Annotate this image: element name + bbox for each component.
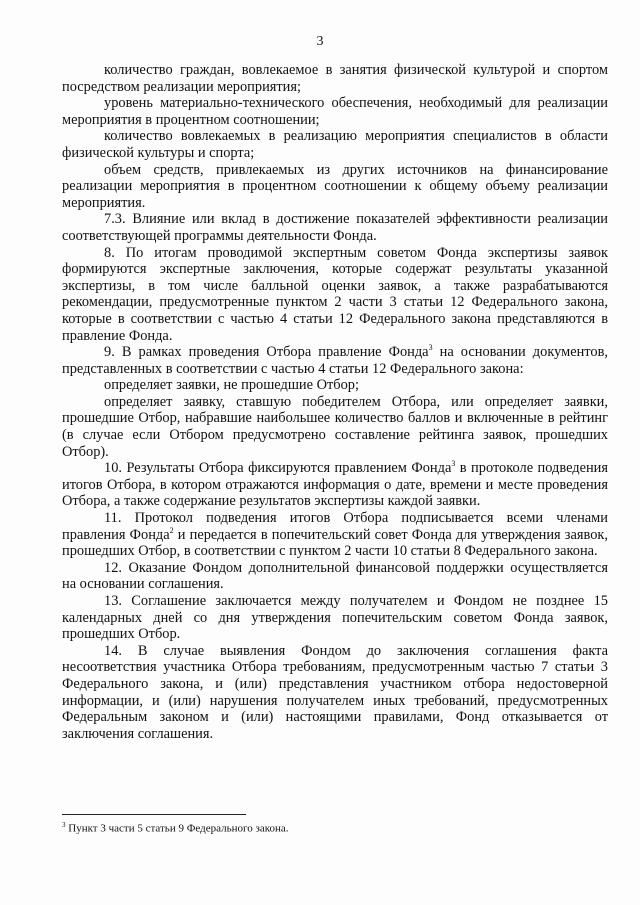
paragraph — [62, 344, 608, 377]
paragraph: 14. В случае выявления Фондом до заключения соглашения факта несоответствия участника Отбора требованиям, предусмотренным частью 7 статьи 3 Федерального закона, и (или) представления участником отбора недостоверной информации, и (или) нарушения получателем иных требований, предусмотренных Федеральным законом и (или) настоящими правилами, Фонд отказывается от заключения соглашения. — [62, 642, 608, 742]
document-body — [62, 62, 608, 742]
paragraph: 12. Оказание Фондом дополнительной финансовой поддержки осуществляется на основании соглашения. — [62, 559, 608, 593]
footnote-reference: 2 — [169, 525, 174, 535]
paragraph: 13. Соглашение заключается между получателем и Фондом не позднее 15 календарных дней со дня утверждения попечительским советом Фонда заявок, прошедших Отбор. — [62, 593, 608, 643]
paragraph-text: на основании документов, представленных в соответствии с частью 4 статьи 12 Федерального закона: — [62, 344, 608, 377]
paragraph: уровень материально-технического обеспечения, необходимый для реализации мероприятия в процентном соотношении; — [62, 95, 608, 128]
paragraph: объем средств, привлекаемых из других источников на финансирование реализации мероприятия в процентном соотношении к общему объему реализации мероприятия. — [62, 161, 608, 211]
paragraph-text: в протоколе подведения итогов Отбора, в котором отражаются информация о дате, времени и месте проведения Отбора, а также содержание результатов экспертизы каждой заявки. — [62, 460, 608, 510]
paragraph: количество граждан, вовлекаемое в занятия физической культурой и спортом посредством реализации мероприятия; — [62, 62, 608, 95]
paragraph — [62, 510, 608, 560]
paragraph-text: 10. Результаты Отбора фиксируются правлением Фонда — [104, 460, 452, 477]
footnote-divider — [62, 814, 246, 815]
footnote-mark: 3 — [62, 821, 66, 829]
paragraph-text: и передается в попечительский совет Фонда для утверждения заявок, прошедших Отбор, в соответствии с пунктом 2 части 10 статьи 8 Федерального закона. — [62, 526, 608, 560]
footnote — [62, 821, 289, 835]
paragraph: определяет заявку, ставшую победителем Отбора, или определяет заявки, прошедшие Отбор, набравшие наибольшее количество баллов и включенные в рейтинг (в случае если Отбором предусмотрено составление рейтинга заявок, прошедших Отбор). — [62, 393, 608, 460]
footnote-reference: 3 — [451, 459, 456, 469]
paragraph-text: 11. Протокол подведения итогов Отбора подписывается всеми членами правления Фонда — [62, 510, 608, 543]
paragraph: 8. По итогам проводимой экспертным советом Фонда экспертизы заявок формируются экспертные заключения, которые содержат результаты указанной экспертизы, в том числе балльной оценки заявок, а также разрабатываются рекомендации, предусмотренные пунктом 2 части 3 статьи 12 Федерального закона, которые в соответствии с частью 4 статьи 12 Федерального закона представляются в правление Фонда. — [62, 244, 608, 344]
page-number: 3 — [316, 34, 324, 49]
paragraph — [62, 460, 608, 510]
paragraph: количество вовлекаемых в реализацию мероприятия специалистов в области физической культуры и спорта; — [62, 128, 608, 161]
paragraph: 7.3. Влияние или вклад в достижение показателей эффективности реализации соответствующей программы деятельности Фонда. — [62, 211, 608, 244]
footnote-text: Пункт 3 части 5 статьи 9 Федерального закона. — [65, 822, 289, 835]
paragraph-text: 9. В рамках проведения Отбора правление Фонда — [104, 344, 429, 361]
footnote-reference: 3 — [428, 343, 433, 353]
paragraph: определяет заявки, не прошедшие Отбор; — [104, 377, 359, 394]
